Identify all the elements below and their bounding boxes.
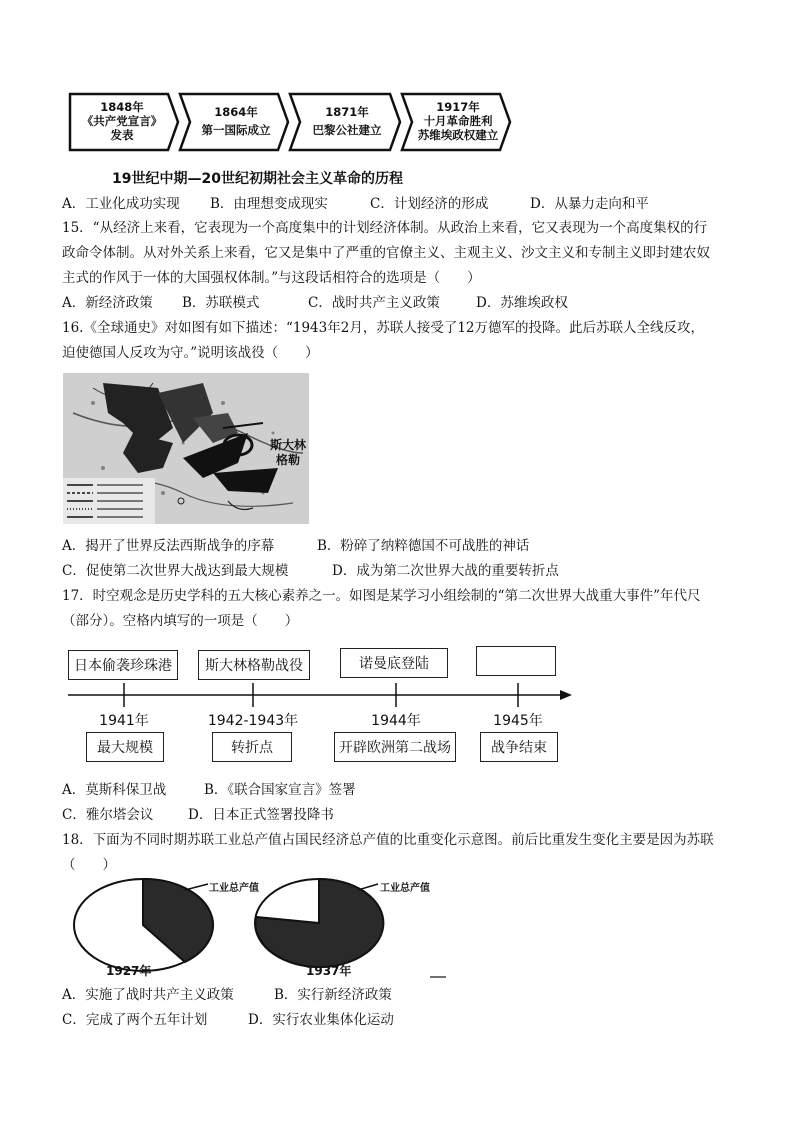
option-a[interactable]: A．实施了战时共产主义政策 <box>62 987 234 1003</box>
option-a[interactable]: A．新经济政策 <box>62 295 153 311</box>
option-d[interactable]: D．苏维埃政权 <box>476 295 568 311</box>
flow-event: 巴黎公社建立 <box>312 123 382 137</box>
option-a[interactable]: A．工业化成功实现 <box>62 196 180 212</box>
flow-step-1848 <box>70 92 174 150</box>
option-c[interactable]: C．促使第二次世界大战达到最大规模 <box>62 563 289 579</box>
option-d[interactable]: D．实行农业集体化运动 <box>248 1012 394 1028</box>
flow-event: 十月革命胜利 <box>423 114 493 128</box>
pie-year-1927: 1927年 <box>106 964 152 978</box>
q18-stem-line2: （ ） <box>62 857 116 873</box>
q18-options-row2 <box>62 1010 394 1030</box>
flow-caption: 19世纪中期—20世纪初期社会主义革命的历程 <box>112 171 403 187</box>
flow-event: 《共产党宣言》 <box>81 114 163 128</box>
option-c[interactable]: C．计划经济的形成 <box>370 196 489 212</box>
event-blank <box>476 646 556 676</box>
flow-event: 第一国际成立 <box>201 123 271 137</box>
timeline-axis <box>60 680 580 710</box>
pie-label-1937: 工业总产值 <box>380 883 430 894</box>
q16-stem-line1: 16.《全球通史》对如图有如下描述：“1943年2月，苏联人接受了12万德军的投降。此后苏联人全线反攻， <box>62 320 704 336</box>
note-max-scale: 最大规模 <box>86 732 164 762</box>
option-b[interactable]: B．粉碎了纳粹德国不可战胜的神话 <box>317 538 530 554</box>
q18-options-row1 <box>62 985 392 1005</box>
flow-year: 1917年 <box>436 100 480 114</box>
q14-options <box>62 194 649 214</box>
flow-event-cont: 发表 <box>110 128 134 142</box>
q16-stem-line2: 迫使德国人反攻为守。”说明该战役（ ） <box>62 345 319 361</box>
option-c[interactable]: C．完成了两个五年计划 <box>62 1012 208 1028</box>
year-1941: 1941年 <box>99 713 149 729</box>
map-label-stalingrad-2: 格勒 <box>276 453 301 467</box>
option-d[interactable]: D．成为第二次世界大战的重要转折点 <box>332 563 559 579</box>
flow-event-cont: 苏维埃政权建立 <box>417 128 499 142</box>
option-b[interactable]: B．由理想变成现实 <box>210 196 328 212</box>
flow-year: 1864年 <box>214 105 258 119</box>
pie-label-1927: 工业总产值 <box>209 883 259 894</box>
q15-stem-line2: 政命令体制。从对外关系上来看，它又是集中了严重的官僚主义、主观主义、沙文主义和专制主义即封建农奴 <box>62 245 710 261</box>
year-1942-1943: 1942-1943年 <box>207 713 299 729</box>
option-c[interactable]: C．雅尔塔会议 <box>62 807 154 823</box>
flow-step-1917 <box>408 92 508 150</box>
stalingrad-battle-map <box>63 373 309 524</box>
q16-options-row1 <box>62 536 529 556</box>
flow-step-1864 <box>186 92 286 150</box>
q15-options <box>62 293 568 313</box>
event-pearl-harbor: 日本偷袭珍珠港 <box>68 650 178 680</box>
flow-year: 1871年 <box>325 105 369 119</box>
map-label-stalingrad-1: 斯大林 <box>270 438 307 452</box>
note-war-end: 战争结束 <box>480 732 558 762</box>
option-b[interactable]: B．苏联模式 <box>182 295 260 311</box>
note-second-front: 开辟欧洲第二战场 <box>334 732 456 762</box>
option-a[interactable]: A．揭开了世界反法西斯战争的序幕 <box>62 538 275 554</box>
option-b[interactable]: B．实行新经济政策 <box>274 987 392 1003</box>
note-turning-point: 转折点 <box>212 732 292 762</box>
q15-stem-line3: 主式的作风于一体的大国强权体制。”与这段话相符合的选项是（ ） <box>62 270 481 286</box>
q17-stem-line1: 17．时空观念是历史学科的五大核心素养之一。如图是某学习小组绘制的“第二次世界大战重大事件”年代尺 <box>62 588 701 604</box>
event-stalingrad: 斯大林格勒战役 <box>198 650 310 680</box>
option-d[interactable]: D．日本正式签署投降书 <box>188 807 334 823</box>
year-1945: 1945年 <box>493 713 543 729</box>
q16-options-row2 <box>62 561 559 581</box>
event-normandy: 诺曼底登陆 <box>340 648 448 678</box>
option-b[interactable]: B．《联合国家宣言》签署 <box>204 782 356 798</box>
option-a[interactable]: A．莫斯科保卫战 <box>62 782 167 798</box>
q17-options-row1 <box>62 780 356 800</box>
year-1944: 1944年 <box>371 713 421 729</box>
option-c[interactable]: C．战时共产主义政策 <box>308 295 440 311</box>
q17-stem-line2: （部分）。空格内填写的一项是（ ） <box>62 613 299 629</box>
option-d[interactable]: D．从暴力走向和平 <box>530 196 649 212</box>
q18-stem-line1: 18．下面为不同时期苏联工业总产值占国民经济总产值的比重变化示意图。前后比重发生变化主要是因为苏联 <box>62 832 714 848</box>
flow-year: 1848年 <box>100 100 144 114</box>
flow-step-1871 <box>297 92 397 150</box>
q15-stem-line1: 15．“从经济上来看，它表现为一个高度集中的计划经济体制。从政治上来看，它又表现为一个高度集权的行 <box>62 220 708 236</box>
q17-options-row2 <box>62 805 334 825</box>
pie-year-1937: 1937年 <box>306 964 352 978</box>
